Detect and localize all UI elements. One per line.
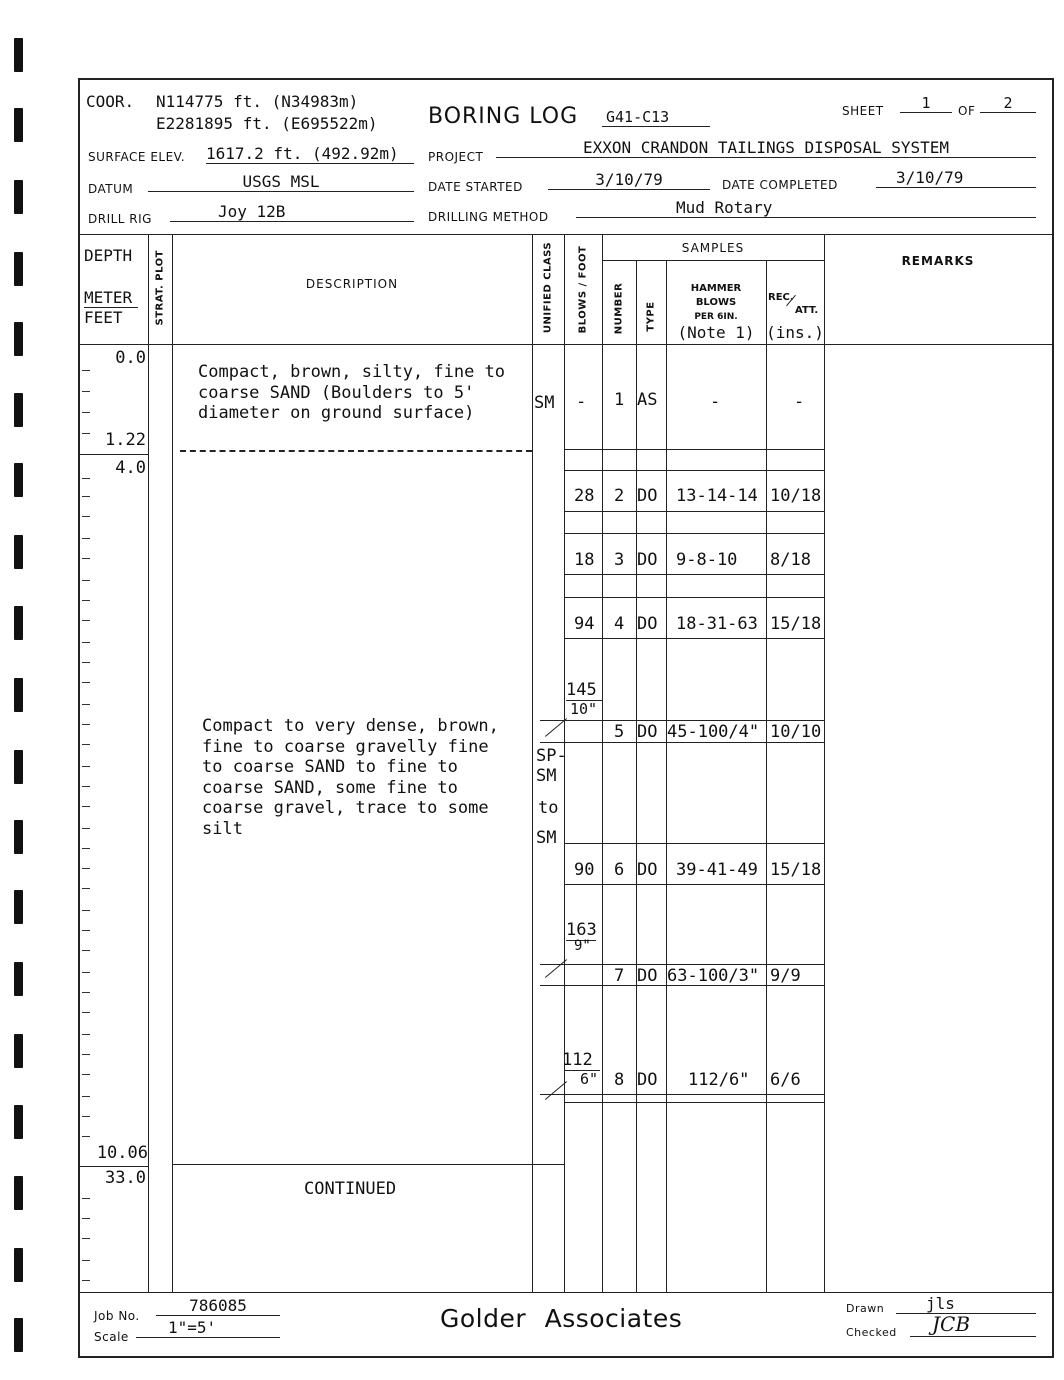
depth-1-feet: 4.0 [115, 458, 146, 478]
sample-1-type: AS [637, 390, 658, 410]
job-no-label: Job No. [94, 1309, 140, 1323]
sample-5-hammer: 45-100/4" [667, 722, 760, 742]
sample-5-type: DO [637, 722, 658, 742]
sample-4-number: 4 [614, 614, 625, 634]
date-completed-label: DATE COMPLETED [722, 178, 838, 192]
col-rec: REC. [768, 292, 794, 303]
sample-3-hammer: 9-8-10 [676, 550, 738, 570]
stratum-boundary [180, 450, 532, 452]
sheet-label: SHEET [842, 104, 884, 118]
sample-6-number: 6 [614, 860, 625, 880]
sample-2-hammer: 13-14-14 [676, 486, 758, 506]
stratum-2-class-1: SP- [536, 746, 567, 766]
drawn-label: Drawn [846, 1302, 885, 1315]
sample-7-number: 7 [614, 966, 625, 986]
drilling-method-value: Mud Rotary [576, 198, 1036, 218]
depth-2-meter: 10.06 [96, 1143, 148, 1163]
datum-label: DATUM [88, 182, 134, 196]
drawn-value: jls [896, 1294, 1036, 1314]
drilling-method-label: DRILLING METHOD [428, 210, 549, 224]
checked-label: Checked [846, 1326, 897, 1339]
boring-id: G41-C13 [602, 108, 710, 127]
job-no-value: 786085 [156, 1296, 280, 1316]
sample-8-number: 8 [614, 1070, 625, 1090]
coor-label: COOR. [86, 92, 135, 111]
sample-1-number: 1 [614, 390, 625, 410]
datum-value: USGS MSL [148, 172, 414, 192]
sample-8-blows-top: 112 [562, 1050, 593, 1070]
sample-3-number: 3 [614, 550, 625, 570]
sample-6-rec: 15/18 [770, 860, 822, 880]
sample-6-blows: 90 [574, 860, 595, 880]
sheet-number: 1 [900, 94, 952, 113]
continued-label: CONTINUED [304, 1179, 397, 1199]
depth-1-meter: 1.22 [105, 430, 146, 450]
col-samples: SAMPLES [681, 241, 745, 255]
sample-4-type: DO [637, 614, 658, 634]
project-value: EXXON CRANDON TAILINGS DISPOSAL SYSTEM [496, 138, 1036, 158]
col-description: DESCRIPTION [305, 277, 399, 291]
stratum-2-class-2: SM [536, 766, 557, 786]
sample-7-type: DO [637, 966, 658, 986]
project-label: PROJECT [428, 150, 484, 164]
sample-1-hammer: - [710, 392, 721, 412]
col-remarks: REMARKS [901, 254, 975, 268]
stratum-1-class: SM [534, 393, 555, 413]
sample-7-blows-bottom: 9" [574, 938, 591, 954]
sheet-total: 2 [980, 94, 1036, 113]
sample-8-rec: 6/6 [770, 1070, 801, 1090]
drill-rig-value: Joy 12B [170, 202, 414, 222]
col-rec-units: (ins.) [766, 323, 824, 342]
surface-elev-label: SURFACE ELEV. [88, 150, 186, 164]
coor-east: E2281895 ft. (E695522m) [156, 114, 378, 133]
sample-6-type: DO [637, 860, 658, 880]
sample-3-rec: 8/18 [770, 550, 811, 570]
col-unified-class: UNIFIED CLASS [542, 241, 554, 334]
col-hammer: HAMMER BLOWS PER 6IN. [690, 283, 742, 322]
sample-7-blows-top: 163 [566, 920, 597, 940]
scale-value: 1"=5' [136, 1318, 280, 1338]
sample-2-number: 2 [614, 486, 625, 506]
sample-8-hammer: 112/6" [688, 1070, 750, 1090]
sample-3-type: DO [637, 550, 658, 570]
col-type: TYPE [645, 301, 657, 332]
col-strat-plot: STRAT. PLOT [154, 250, 166, 326]
col-att: ATT. [795, 305, 819, 316]
sample-7-hammer: 63-100/3" [667, 966, 760, 986]
sample-2-type: DO [637, 486, 658, 506]
coor-north: N114775 ft. (N34983m) [156, 92, 359, 111]
sample-6-hammer: 39-41-49 [676, 860, 758, 880]
date-completed-value: 3/10/79 [876, 168, 1036, 188]
date-started-value: 3/10/79 [548, 170, 710, 190]
sample-3-blows: 18 [574, 550, 595, 570]
drill-rig-label: DRILL RIG [88, 212, 152, 226]
of-label: OF [958, 104, 976, 118]
stratum-2-class-3: to [538, 798, 559, 818]
checked-signature: JCB [910, 1312, 1036, 1337]
sample-8-type: DO [637, 1070, 658, 1090]
depth-2-feet: 33.0 [105, 1168, 146, 1188]
sample-1-rec: - [794, 392, 805, 412]
sample-5-blows-top: 145 [566, 680, 597, 700]
sample-4-blows: 94 [574, 614, 595, 634]
stratum-1-description: Compact, brown, silty, fine to coarse SAND (Boulders to 5' diameter on ground surface) [198, 362, 506, 423]
company-name: Golder Associates [440, 1304, 683, 1333]
sample-5-blows-bottom: 10" [570, 700, 598, 718]
col-feet: FEET [84, 308, 123, 327]
sample-5-number: 5 [614, 722, 625, 742]
sample-4-rec: 15/18 [770, 614, 822, 634]
depth-0: 0.0 [115, 348, 146, 368]
col-blows-foot: BLOWS / FOOT [577, 245, 589, 334]
sample-2-rec: 10/18 [770, 486, 822, 506]
stratum-2-description: Compact to very dense, brown, fine to coarse gravelly fine to coarse SAND to fine to coarse SAND, some fine to coarse gravel, trace to some silt [202, 716, 499, 839]
sample-8-blows-bottom: 6" [580, 1070, 599, 1088]
sample-2-blows: 28 [574, 486, 595, 506]
col-number: NUMBER [613, 282, 625, 335]
date-started-label: DATE STARTED [428, 180, 523, 194]
sample-1-blows: - [576, 392, 587, 412]
col-hammer-note: (Note 1) [677, 323, 755, 342]
surface-elev-value: 1617.2 ft. (492.92m) [206, 144, 414, 164]
col-depth: DEPTH [84, 246, 133, 265]
sample-7-rec: 9/9 [770, 966, 801, 986]
col-meter: METER [84, 288, 138, 308]
stratum-2-class-4: SM [536, 828, 557, 848]
scale-label: Scale [94, 1330, 129, 1344]
form-title: BORING LOG [428, 104, 579, 129]
sample-5-rec: 10/10 [770, 722, 822, 742]
sample-4-hammer: 18-31-63 [676, 614, 758, 634]
